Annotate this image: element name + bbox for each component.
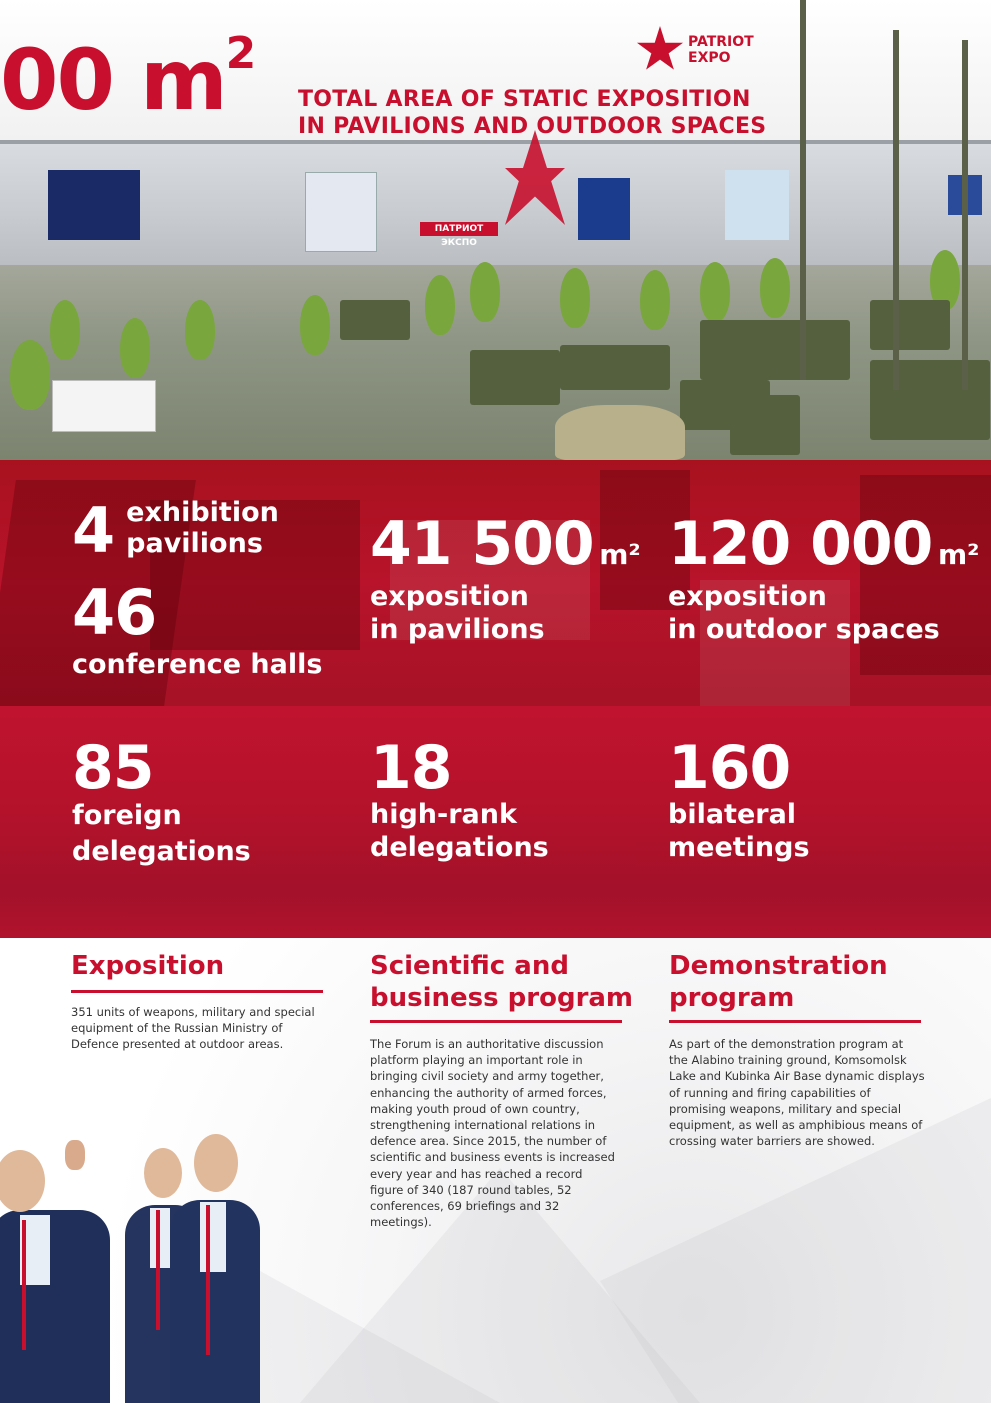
section-body-demonstration: As part of the demonstration program at the Alabino training ground, Komsomolsk Lake and Kubinka Air Base dynamic displays of running and firing capabilities of promising weapons, military and special equipment, as well as amphibious means of crossing water barriers are showed. [669,1037,925,1149]
military-truck [560,345,670,390]
section-body-scientific: The Forum is an authoritative discussion platform playing an important role in bringing civil society and army together, enhancing the authority of armed forces, making youth proud of own country, strengthening international relations in defence area. Since 2015, the number of scientific and business events is increased every year and has reached a record figure of 340 (187 round tables, 52 conferences, 69 briefings and 32 meetings). [370,1037,615,1230]
tree [300,295,330,355]
section-title-exposition: Exposition [71,951,225,981]
stat-label: in pavilions [370,614,545,645]
military-truck [470,350,560,405]
stat-value: 120 000 [668,509,933,579]
stat-label: delegations [370,832,549,863]
tree [700,262,730,322]
military-truck [340,300,410,340]
stat-outdoor-area [668,509,980,646]
total-area-value: 00 m [0,31,226,129]
section-title-demonstration [669,950,888,1014]
logo-line-1: PATRIOT [688,34,754,50]
stat-label: delegations [72,836,251,867]
stat-label: in outdoor spaces [668,614,940,645]
logo-line-2: EXPO [688,50,731,66]
stats-band-photo [0,460,991,706]
stat-value: 160 [668,733,791,803]
red-star-icon [636,26,684,74]
total-area-number [0,28,255,129]
military-truck [730,395,800,455]
total-area-caption [298,86,766,140]
section-title-line: Scientific and [370,951,569,981]
tree [425,275,455,335]
stat-unit: m² [599,538,641,571]
stat-label: high-rank [370,799,517,830]
hero-photo [0,0,991,460]
stat-high-rank-delegations [370,733,549,864]
stat-conference-halls [72,576,323,681]
stat-value: 46 [72,576,157,649]
stat-label: exhibition [126,497,279,528]
camouflage-net [555,405,685,460]
tree [640,270,670,330]
stat-value: 85 [72,733,154,803]
logo-text [688,34,754,66]
section-rule [669,1020,921,1023]
section-title-line: Demonstration [669,951,888,981]
pavilion-screen [305,172,377,252]
total-area-superscript: 2 [225,28,255,79]
section-title-line: business program [370,983,634,1013]
tree [10,340,50,410]
person [170,1120,260,1403]
section-rule [71,990,323,993]
stat-label: exposition [370,581,529,612]
tree [120,318,150,378]
officials-photo [0,1120,260,1403]
antenna-mast [893,30,899,390]
military-truck [700,320,850,380]
caption-line-2: IN PAVILIONS AND OUTDOOR SPACES [298,114,767,139]
stats-band-delegations [0,706,991,938]
pavilion-screen [48,170,140,240]
stat-label: exposition [668,581,827,612]
tree [470,262,500,322]
stat-bilateral-meetings [668,733,810,864]
tree [50,300,80,360]
section-body-exposition: 351 units of weapons, military and special equipment of the Russian Ministry of Defence presented at outdoor areas. [71,1005,315,1052]
pavilion-screen [725,170,789,240]
stat-label: foreign [72,800,182,831]
tree [560,268,590,328]
section-rule [370,1020,622,1023]
military-truck [870,360,990,440]
tv-broadcast-truck [52,380,156,432]
stat-pavilion-area [370,509,641,646]
pavilion-sign: ПАТРИОТ ЭКСПО [420,222,498,236]
antenna-mast [962,40,968,390]
pavilion-screen [578,178,630,240]
stat-label: conference halls [72,649,323,680]
pavilion-roofline [0,140,991,144]
stat-foreign-delegations [72,733,251,870]
tree [760,258,790,318]
stat-value: 4 [72,494,115,567]
stat-pavilions [72,494,279,567]
stat-label: pavilions [126,528,263,559]
stat-label: meetings [668,832,810,863]
patriot-expo-logo [636,26,754,74]
stat-value: 18 [370,733,452,803]
section-title-scientific [370,950,633,1014]
military-truck [870,300,950,350]
person-raised-arm [60,1120,120,1240]
stat-label: bilateral [668,799,797,830]
section-title-line: program [669,983,795,1013]
caption-line-1: TOTAL AREA OF STATIC EXPOSITION [298,87,751,112]
stat-unit: m² [937,538,980,571]
antenna-mast [800,0,806,380]
pavilion-building [0,140,991,270]
stat-value: 41 500 [370,509,594,579]
tree [185,300,215,360]
